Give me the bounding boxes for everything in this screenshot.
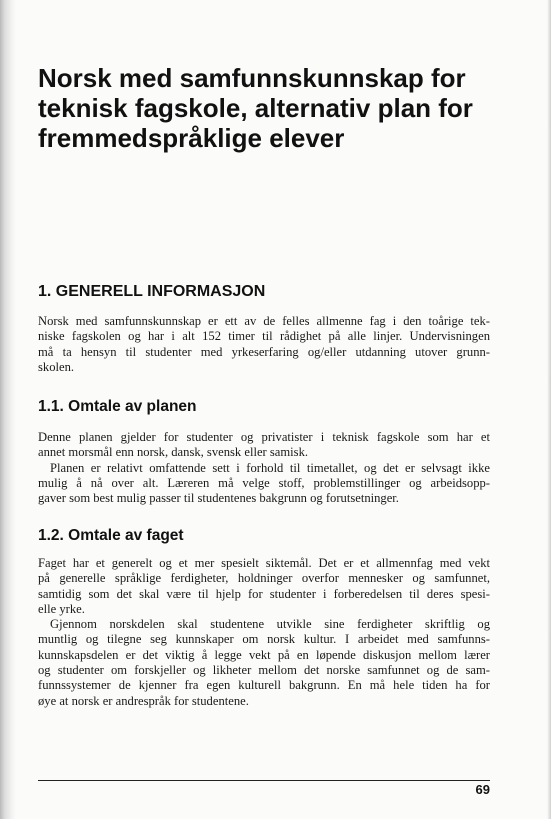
text-line: på generelle språklige ferdigheter, holdninger overfor mennesker og samfunnet, [38, 571, 490, 586]
paragraph-generell-informasjon [38, 314, 490, 375]
footer-rule [38, 780, 490, 781]
text-line: muntlig og tilegne seg kunnskaper om norsk kultur. I arbeidet med samfunns- [38, 632, 490, 647]
text-line: gaver som best mulig passer til studentenes bakgrunn og forutsetninger. [38, 491, 399, 506]
text-line: elle yrke. [38, 601, 85, 616]
paragraph-omtale-av-planen [38, 430, 490, 506]
scan-shadow-right [547, 0, 551, 819]
section-heading-omtale-av-faget: 1.2. Omtale av faget [38, 527, 184, 544]
text-line: funnssystemer de kjenner fra egen kulturell bakgrunn. En må hele tiden ha for [38, 678, 490, 693]
text-line: Planen er relativt omfattende sett i forhold til timetallet, og det er selvsagt ikke [50, 460, 490, 475]
title-line: Norsk med samfunnskunnskap for [38, 63, 466, 93]
page-number: 69 [475, 782, 490, 797]
text-line: Norsk med samfunnskunnskap er ett av de felles allmenne fag i den toårige tek- [38, 314, 490, 328]
text-line: Denne planen gjelder for studenter og privatister i teknisk fagskole som har et [38, 430, 490, 444]
text-line: niske fagskolen og har i alt 152 timer til rådighet på alle linjer. Undervisningen [38, 329, 490, 344]
section-heading-omtale-av-planen: 1.1. Omtale av planen [38, 398, 197, 415]
paragraph-omtale-av-faget [38, 556, 490, 709]
section-heading-generell-informasjon: 1. GENERELL INFORMASJON [38, 283, 266, 300]
text-line: skolen. [38, 359, 75, 374]
text-line: kunnskapsdelen er det viktig å legge vekt på en løpende diskusjon mellom lærer [38, 647, 490, 662]
text-line: Gjennom norskdelen skal studentene utvikle sine ferdigheter skriftlig og [50, 617, 490, 632]
text-line: må ta hensyn til studenter med yrkeserfaring og/eller utdanning utover grunn- [38, 344, 490, 359]
text-line: Faget har et generelt og et mer spesielt siktemål. Det er et allmennfag med vekt [38, 556, 490, 570]
title-line: teknisk fagskole, alternativ plan for [38, 93, 473, 123]
text-line: samtidig som det skal være til hjelp for studenter i forberedelsen til deres spesi- [38, 586, 490, 601]
text-line: og studenter om forskjeller og likheter mellom det norske samfunnet og de sam- [38, 663, 490, 678]
text-line: annet morsmål enn norsk, dansk, svensk eller samisk. [38, 445, 309, 460]
text-line: mulig å nå over alt. Læreren må velge stoff, problemstillinger og arbeidsopp- [38, 475, 490, 490]
text-line: øye at norsk er andrespråk for studentene. [38, 693, 249, 708]
page-title [38, 63, 508, 153]
title-line: fremmedspråklige elever [38, 123, 345, 153]
scan-shadow-left [0, 0, 16, 819]
